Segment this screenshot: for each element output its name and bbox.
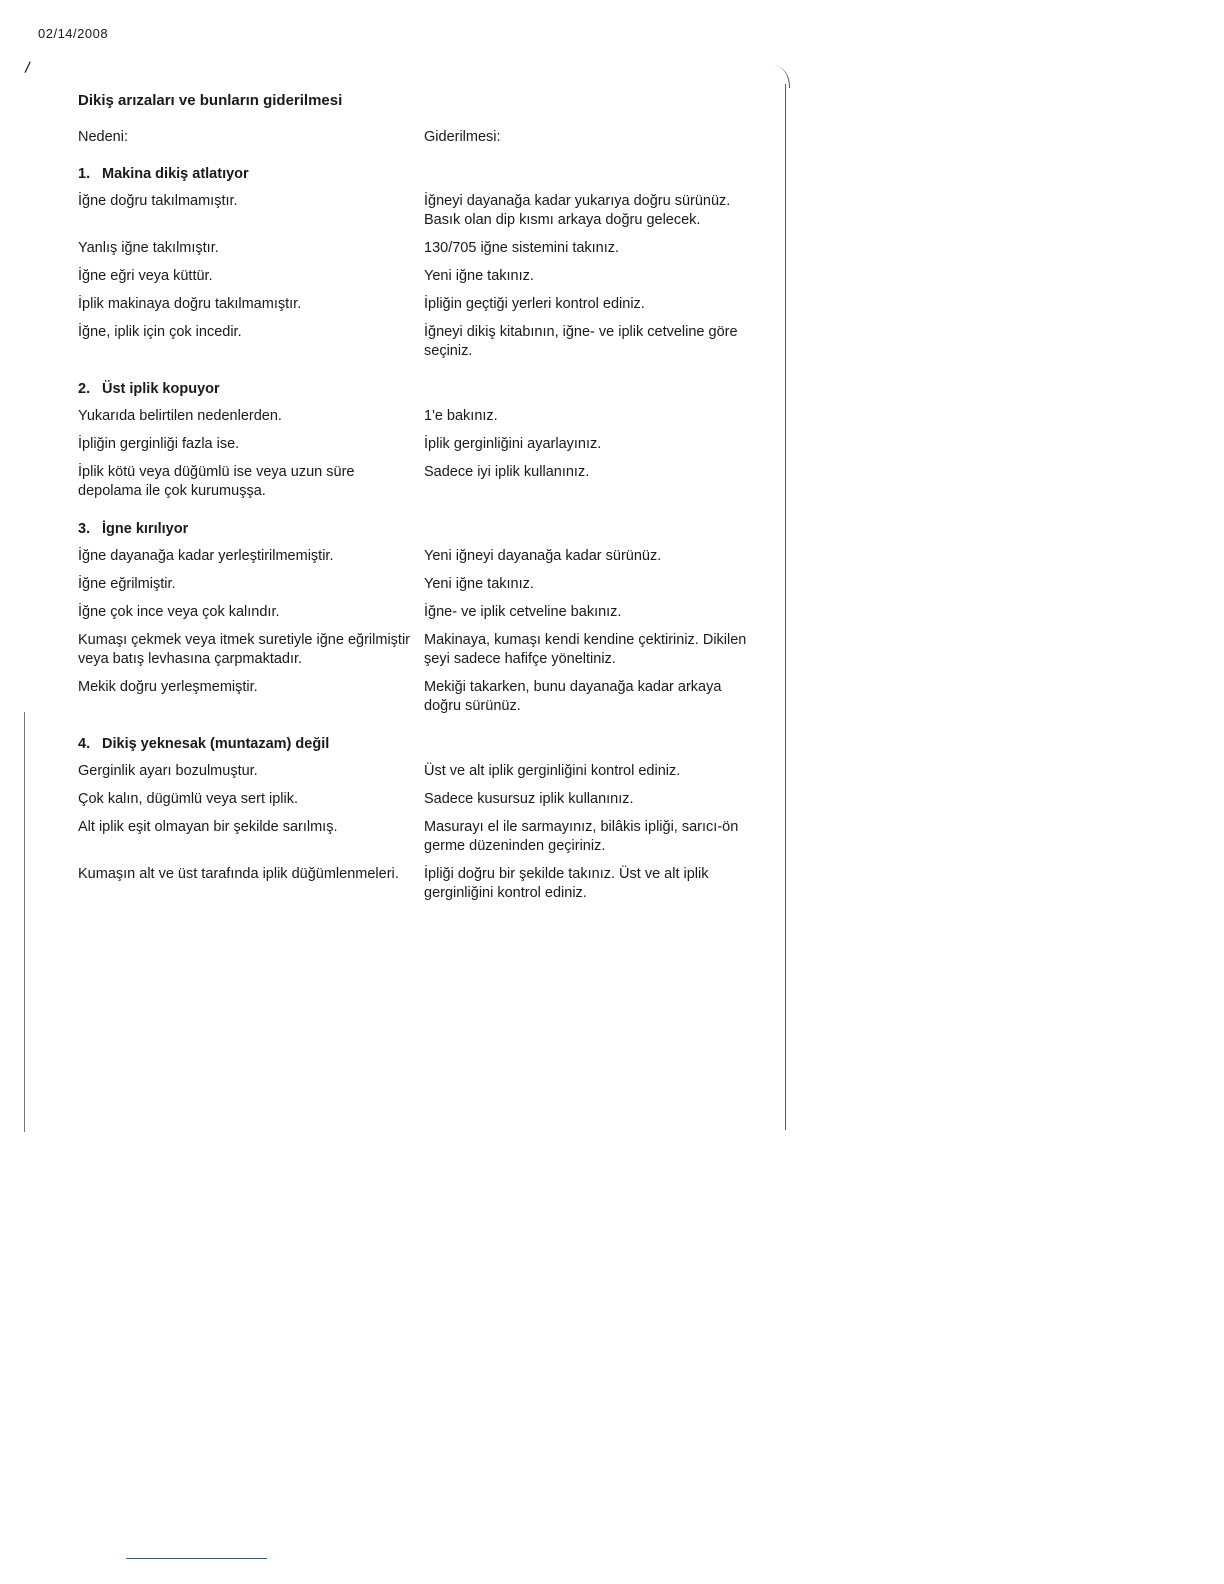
cause-text: İğne, iplik için çok incedir. (78, 324, 242, 340)
table-row (78, 192, 768, 230)
cause-text: Alt iplik eşit olmayan bir şekilde sarılmış. (78, 819, 338, 835)
table-row (78, 818, 768, 856)
fix-text: İplik gerginliğini ayarlayınız. (424, 436, 602, 452)
section-number: 1. (78, 166, 91, 182)
table-row (78, 631, 768, 669)
column-headers (78, 128, 768, 147)
table-row (78, 575, 768, 594)
cause-text: Çok kalın, dügümlü veya sert iplik. (78, 791, 299, 807)
fix-text: Mekiği takarken, bunu dayanağa kadar arkaya doğru sürünüz. (424, 679, 722, 714)
fix-text: İpliğin geçtiği yerleri kontrol ediniz. (424, 296, 645, 312)
fix-text: Üst ve alt iplik gerginliğini kontrol ediniz. (424, 763, 681, 779)
table-row (78, 547, 768, 566)
cause-text: İğne doğru takılmamıştır. (78, 193, 238, 209)
section-number: 2. (78, 381, 91, 397)
table-row (78, 463, 768, 501)
section-heading (78, 380, 768, 399)
scan-edge-right-curve (775, 66, 790, 88)
fix-text: Yeni iğne takınız. (424, 576, 534, 592)
scan-edge-right (785, 84, 786, 1130)
table-row (78, 407, 768, 426)
scan-edge-left (24, 712, 25, 1132)
section-heading (78, 165, 768, 184)
table-row (78, 295, 768, 314)
section-number: 4. (78, 736, 91, 752)
cause-text: İğne dayanağa kadar yerleştirilmemiştir. (78, 548, 334, 564)
troubleshooting-document (78, 92, 768, 912)
table-row (78, 790, 768, 809)
cause-text: Gerginlik ayarı bozulmuştur. (78, 763, 258, 779)
fix-text: İpliği doğru bir şekilde takınız. Üst ve alt iplik gerginliğini kontrol ediniz. (424, 866, 709, 901)
fix-text: Yeni iğne takınız. (424, 268, 534, 284)
section-heading (78, 520, 768, 539)
fix-text: İğne- ve iplik cetveline bakınız. (424, 604, 622, 620)
cause-text: Kumaşı çekmek veya itmek suretiyle iğne eğrilmiştir veya batış levhasına çarpmaktadır. (78, 632, 410, 667)
section-title: Dikiş yeknesak (muntazam) değil (102, 736, 330, 752)
fix-text: 130/705 iğne sistemini takınız. (424, 240, 620, 256)
fax-date: 02/14/2008 (38, 26, 109, 41)
section-title: Makina dikiş atlatıyor (102, 166, 249, 182)
fix-text: Makinaya, kumaşı kendi kendine çektiriniz. Dikilen şeyi sadece hafifçe yöneltiniz. (424, 632, 747, 667)
fix-text: Sadece iyi iplik kullanınız. (424, 464, 590, 480)
fix-text: İğneyi dikiş kitabının, iğne- ve iplik cetveline göre seçiniz. (424, 324, 738, 359)
table-row (78, 239, 768, 258)
cause-text: İpliğin gerginliği fazla ise. (78, 436, 240, 452)
cause-text: Yanlış iğne takılmıştır. (78, 240, 219, 256)
cause-text: İğne eğrilmiştir. (78, 576, 176, 592)
cause-text: İplik makinaya doğru takılmamıştır. (78, 296, 302, 312)
table-row (78, 435, 768, 454)
section-title: İgne kırılıyor (102, 521, 189, 537)
table-row (78, 603, 768, 622)
fix-text: İğneyi dayanağa kadar yukarıya doğru sürünüz. Basık olan dip kısmı arkaya doğru gelecek. (424, 193, 731, 228)
table-row (78, 762, 768, 781)
table-row (78, 678, 768, 716)
page-title: Dikiş arızaları ve bunların giderilmesi (78, 92, 343, 109)
fix-header: Giderilmesi: (424, 129, 501, 145)
section-title: Üst iplik kopuyor (102, 381, 220, 397)
table-row (78, 267, 768, 286)
footer-rule (126, 1558, 267, 1559)
cause-text: İplik kötü veya düğümlü ise veya uzun süre depolama ile çok kurumuşşa. (78, 464, 355, 499)
cause-text: Mekik doğru yerleşmemiştir. (78, 679, 258, 695)
section-heading (78, 735, 768, 754)
fix-text: Masurayı el ile sarmayınız, bilâkis ipliği, sarıcı-ön germe düzeninden geçiriniz. (424, 819, 739, 854)
table-row (78, 323, 768, 361)
cause-text: İğne çok ince veya çok kalındır. (78, 604, 280, 620)
scan-mark: / (23, 59, 31, 78)
cause-header: Nedeni: (78, 129, 128, 145)
table-row (78, 865, 768, 903)
cause-text: Yukarıda belirtilen nedenlerden. (78, 408, 282, 424)
fix-text: Sadece kusursuz iplik kullanınız. (424, 791, 634, 807)
cause-text: İğne eğri veya küttür. (78, 268, 213, 284)
fix-text: Yeni iğneyi dayanağa kadar sürünüz. (424, 548, 662, 564)
section-number: 3. (78, 521, 91, 537)
cause-text: Kumaşın alt ve üst tarafında iplik düğümlenmeleri. (78, 866, 399, 882)
fix-text: 1'e bakınız. (424, 408, 498, 424)
